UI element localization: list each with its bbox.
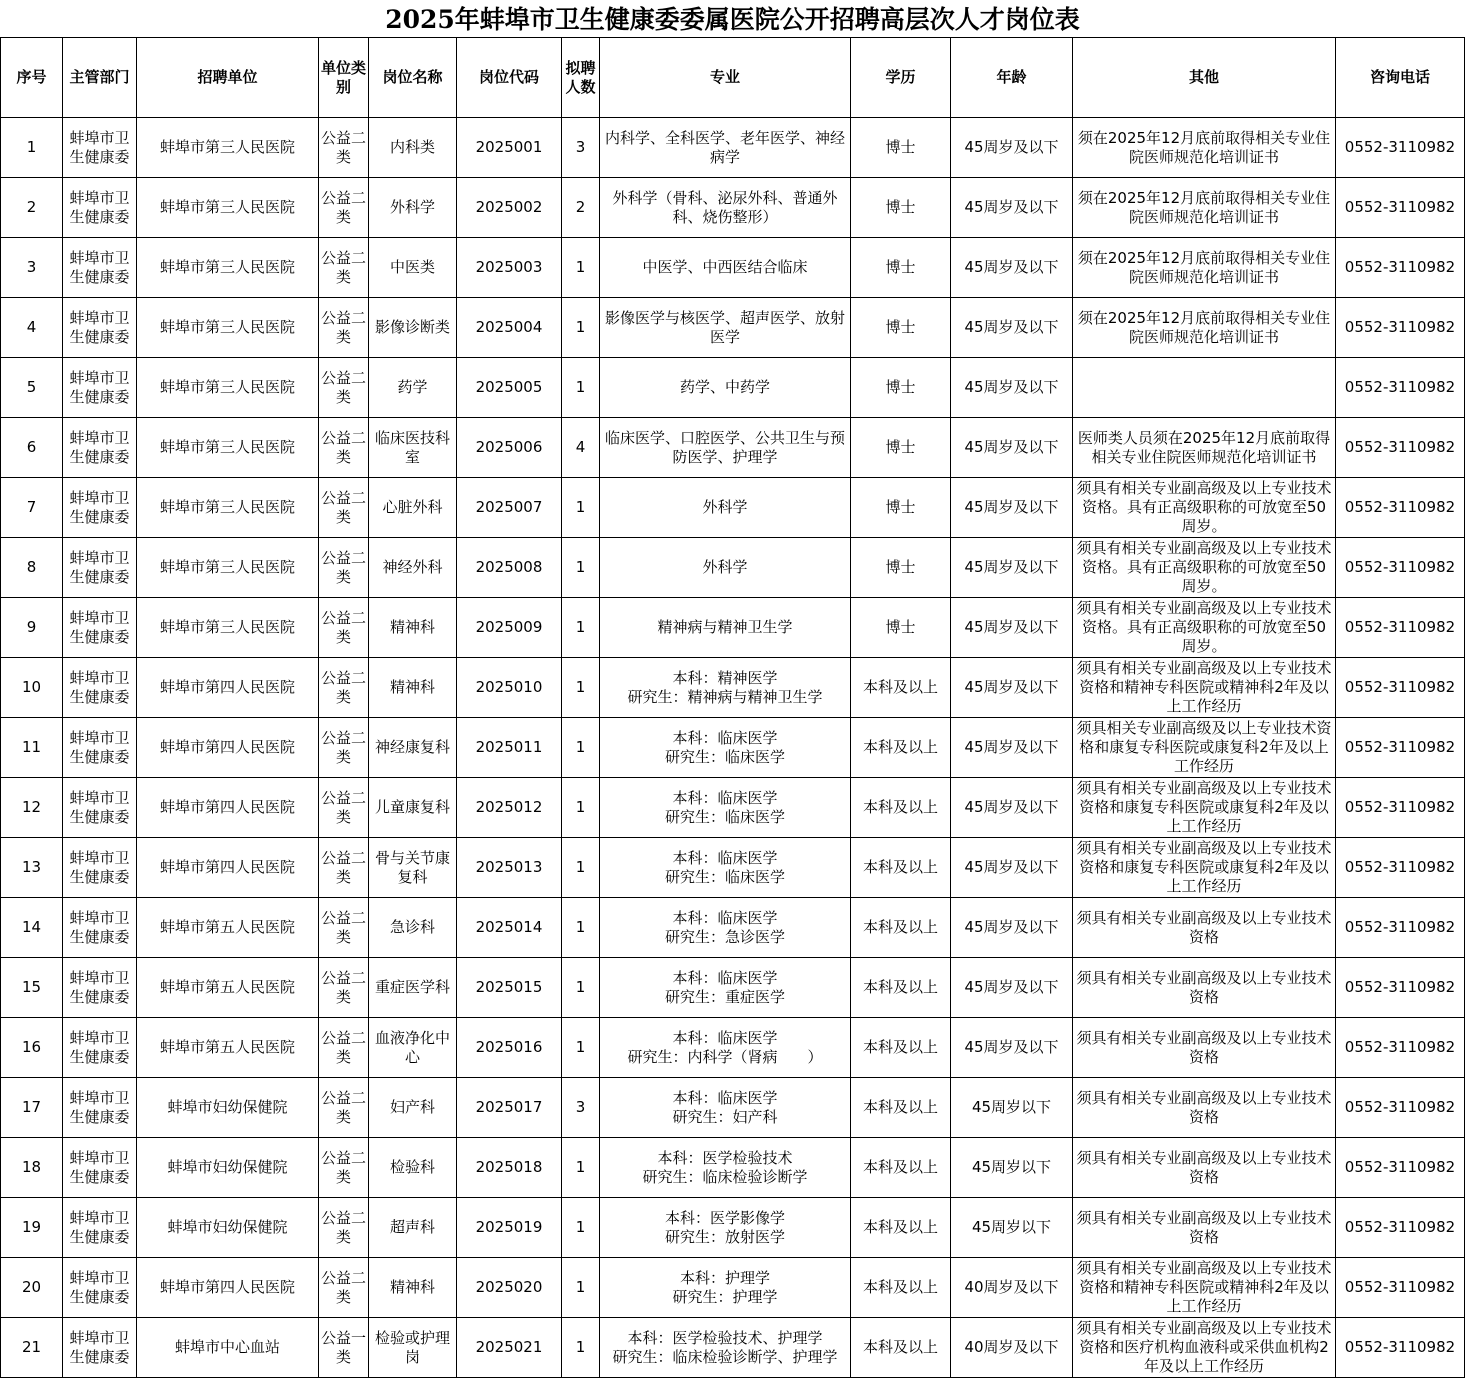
cell-position-name: 检验科 (369, 1138, 457, 1198)
cell-other-requirements: 须具有相关专业副高级及以上专业技术资格。具有正高级职称的可放宽至50周岁。 (1073, 478, 1336, 538)
cell-education: 博士 (851, 478, 951, 538)
cell-hiring-unit: 蚌埠市第三人民医院 (137, 298, 319, 358)
cell-major: 外科学 (600, 478, 851, 538)
cell-education: 博士 (851, 118, 951, 178)
cell-position-code: 2025008 (457, 538, 562, 598)
cell-supervising-dept: 蚌埠市卫生健康委 (63, 298, 137, 358)
cell-hiring-unit: 蚌埠市第三人民医院 (137, 538, 319, 598)
cell-hiring-unit: 蚌埠市第五人民医院 (137, 898, 319, 958)
cell-age: 45周岁及以下 (951, 838, 1073, 898)
cell-major: 本科：精神医学 研究生：精神病与精神卫生学 (600, 658, 851, 718)
cell-major: 外科学 (600, 538, 851, 598)
cell-position-code: 2025009 (457, 598, 562, 658)
cell-hiring-unit: 蚌埠市第三人民医院 (137, 118, 319, 178)
cell-position-code: 2025014 (457, 898, 562, 958)
cell-age: 45周岁及以下 (951, 358, 1073, 418)
cell-position-name: 精神科 (369, 1258, 457, 1318)
cell-major: 本科：医学影像学 研究生：放射医学 (600, 1198, 851, 1258)
cell-contact-phone: 0552-3110982 (1336, 1138, 1465, 1198)
cell-contact-phone: 0552-3110982 (1336, 958, 1465, 1018)
cell-age: 40周岁及以下 (951, 1258, 1073, 1318)
cell-headcount: 1 (562, 1018, 600, 1078)
cell-unit-category: 公益二类 (319, 298, 369, 358)
cell-seq-no: 21 (1, 1318, 63, 1378)
cell-contact-phone: 0552-3110982 (1336, 358, 1465, 418)
cell-seq-no: 10 (1, 658, 63, 718)
cell-other-requirements: 须具有相关专业副高级及以上专业技术资格和医疗机构血液科或采供血机构2年及以上工作经历 (1073, 1318, 1336, 1378)
cell-position-name: 神经康复科 (369, 718, 457, 778)
cell-seq-no: 15 (1, 958, 63, 1018)
cell-supervising-dept: 蚌埠市卫生健康委 (63, 1138, 137, 1198)
cell-supervising-dept: 蚌埠市卫生健康委 (63, 1318, 137, 1378)
cell-major: 本科：临床医学 研究生：临床医学 (600, 718, 851, 778)
header-hiring-unit: 招聘单位 (137, 38, 319, 118)
cell-age: 45周岁以下 (951, 1078, 1073, 1138)
cell-supervising-dept: 蚌埠市卫生健康委 (63, 178, 137, 238)
cell-headcount: 1 (562, 718, 600, 778)
cell-headcount: 1 (562, 778, 600, 838)
cell-seq-no: 19 (1, 1198, 63, 1258)
cell-seq-no: 2 (1, 178, 63, 238)
cell-education: 本科及以上 (851, 1258, 951, 1318)
cell-education: 本科及以上 (851, 658, 951, 718)
header-position-code: 岗位代码 (457, 38, 562, 118)
cell-age: 45周岁及以下 (951, 418, 1073, 478)
cell-other-requirements (1073, 358, 1336, 418)
cell-seq-no: 3 (1, 238, 63, 298)
cell-education: 博士 (851, 418, 951, 478)
cell-age: 45周岁及以下 (951, 538, 1073, 598)
cell-contact-phone: 0552-3110982 (1336, 298, 1465, 358)
cell-contact-phone: 0552-3110982 (1336, 178, 1465, 238)
cell-headcount: 3 (562, 118, 600, 178)
cell-other-requirements: 须具有相关专业副高级及以上专业技术资格和精神专科医院或精神科2年及以上工作经历 (1073, 1258, 1336, 1318)
cell-age: 45周岁及以下 (951, 958, 1073, 1018)
cell-age: 45周岁以下 (951, 1198, 1073, 1258)
cell-headcount: 1 (562, 898, 600, 958)
cell-position-name: 血液净化中心 (369, 1018, 457, 1078)
cell-other-requirements: 须具有相关专业副高级及以上专业技术资格和精神专科医院或精神科2年及以上工作经历 (1073, 658, 1336, 718)
table-row (1, 418, 1465, 478)
cell-other-requirements: 须具有相关专业副高级及以上专业技术资格 (1073, 1198, 1336, 1258)
cell-seq-no: 16 (1, 1018, 63, 1078)
cell-position-code: 2025012 (457, 778, 562, 838)
cell-contact-phone: 0552-3110982 (1336, 418, 1465, 478)
cell-position-name: 心脏外科 (369, 478, 457, 538)
cell-position-name: 中医类 (369, 238, 457, 298)
cell-major: 本科：临床医学 研究生：临床医学 (600, 838, 851, 898)
cell-position-code: 2025018 (457, 1138, 562, 1198)
cell-age: 45周岁及以下 (951, 298, 1073, 358)
cell-contact-phone: 0552-3110982 (1336, 238, 1465, 298)
cell-supervising-dept: 蚌埠市卫生健康委 (63, 358, 137, 418)
cell-seq-no: 13 (1, 838, 63, 898)
cell-other-requirements: 须在2025年12月底前取得相关专业住院医师规范化培训证书 (1073, 238, 1336, 298)
cell-seq-no: 1 (1, 118, 63, 178)
cell-major: 中医学、中西医结合临床 (600, 238, 851, 298)
cell-age: 40周岁及以下 (951, 1318, 1073, 1378)
table-row (1, 1078, 1465, 1138)
cell-major: 本科：临床医学 研究生：内科学（肾病 ） (600, 1018, 851, 1078)
cell-headcount: 1 (562, 238, 600, 298)
cell-age: 45周岁以下 (951, 1138, 1073, 1198)
cell-supervising-dept: 蚌埠市卫生健康委 (63, 838, 137, 898)
cell-age: 45周岁及以下 (951, 658, 1073, 718)
cell-age: 45周岁及以下 (951, 178, 1073, 238)
table-row (1, 898, 1465, 958)
cell-other-requirements: 须具有相关专业副高级及以上专业技术资格。具有正高级职称的可放宽至50周岁。 (1073, 598, 1336, 658)
cell-position-code: 2025005 (457, 358, 562, 418)
cell-position-name: 神经外科 (369, 538, 457, 598)
cell-hiring-unit: 蚌埠市第四人民医院 (137, 658, 319, 718)
cell-seq-no: 20 (1, 1258, 63, 1318)
cell-position-name: 骨与关节康复科 (369, 838, 457, 898)
cell-hiring-unit: 蚌埠市第三人民医院 (137, 238, 319, 298)
cell-supervising-dept: 蚌埠市卫生健康委 (63, 658, 137, 718)
cell-position-name: 超声科 (369, 1198, 457, 1258)
cell-position-name: 急诊科 (369, 898, 457, 958)
cell-headcount: 1 (562, 1258, 600, 1318)
cell-other-requirements: 须具有相关专业副高级及以上专业技术资格 (1073, 1138, 1336, 1198)
cell-supervising-dept: 蚌埠市卫生健康委 (63, 1078, 137, 1138)
cell-unit-category: 公益二类 (319, 538, 369, 598)
cell-major: 药学、中药学 (600, 358, 851, 418)
cell-position-code: 2025011 (457, 718, 562, 778)
cell-seq-no: 5 (1, 358, 63, 418)
cell-age: 45周岁及以下 (951, 238, 1073, 298)
cell-supervising-dept: 蚌埠市卫生健康委 (63, 778, 137, 838)
table-row (1, 298, 1465, 358)
cell-seq-no: 9 (1, 598, 63, 658)
cell-age: 45周岁及以下 (951, 118, 1073, 178)
cell-seq-no: 18 (1, 1138, 63, 1198)
header-position-name: 岗位名称 (369, 38, 457, 118)
cell-hiring-unit: 蚌埠市第五人民医院 (137, 958, 319, 1018)
header-major: 专业 (600, 38, 851, 118)
cell-age: 45周岁及以下 (951, 478, 1073, 538)
cell-major: 本科：临床医学 研究生：妇产科 (600, 1078, 851, 1138)
cell-major: 内科学、全科医学、老年医学、神经病学 (600, 118, 851, 178)
table-row (1, 538, 1465, 598)
cell-position-code: 2025020 (457, 1258, 562, 1318)
header-row (1, 38, 1465, 118)
table-body (1, 118, 1465, 1378)
cell-education: 博士 (851, 598, 951, 658)
header-age: 年龄 (951, 38, 1073, 118)
cell-hiring-unit: 蚌埠市中心血站 (137, 1318, 319, 1378)
cell-education: 博士 (851, 178, 951, 238)
cell-headcount: 2 (562, 178, 600, 238)
cell-major: 本科：医学检验技术 研究生：临床检验诊断学 (600, 1138, 851, 1198)
cell-supervising-dept: 蚌埠市卫生健康委 (63, 1018, 137, 1078)
cell-seq-no: 8 (1, 538, 63, 598)
cell-seq-no: 7 (1, 478, 63, 538)
cell-position-code: 2025010 (457, 658, 562, 718)
cell-supervising-dept: 蚌埠市卫生健康委 (63, 238, 137, 298)
cell-unit-category: 公益二类 (319, 118, 369, 178)
cell-headcount: 1 (562, 538, 600, 598)
cell-position-name: 内科类 (369, 118, 457, 178)
cell-unit-category: 公益二类 (319, 238, 369, 298)
cell-supervising-dept: 蚌埠市卫生健康委 (63, 718, 137, 778)
cell-contact-phone: 0552-3110982 (1336, 478, 1465, 538)
cell-contact-phone: 0552-3110982 (1336, 538, 1465, 598)
cell-supervising-dept: 蚌埠市卫生健康委 (63, 538, 137, 598)
cell-major: 本科：临床医学 研究生：临床医学 (600, 778, 851, 838)
cell-major: 精神病与精神卫生学 (600, 598, 851, 658)
cell-education: 本科及以上 (851, 778, 951, 838)
cell-education: 本科及以上 (851, 1198, 951, 1258)
cell-age: 45周岁及以下 (951, 718, 1073, 778)
cell-position-code: 2025016 (457, 1018, 562, 1078)
cell-headcount: 1 (562, 1138, 600, 1198)
cell-position-code: 2025015 (457, 958, 562, 1018)
cell-major: 本科：临床医学 研究生：急诊医学 (600, 898, 851, 958)
cell-other-requirements: 须具有相关专业副高级及以上专业技术资格 (1073, 958, 1336, 1018)
cell-contact-phone: 0552-3110982 (1336, 838, 1465, 898)
table-row (1, 658, 1465, 718)
cell-headcount: 4 (562, 418, 600, 478)
header-other-requirements: 其他 (1073, 38, 1336, 118)
cell-unit-category: 公益二类 (319, 178, 369, 238)
cell-hiring-unit: 蚌埠市第四人民医院 (137, 718, 319, 778)
cell-major: 本科：护理学 研究生：护理学 (600, 1258, 851, 1318)
cell-position-name: 精神科 (369, 598, 457, 658)
table-row (1, 1318, 1465, 1378)
table-row (1, 1258, 1465, 1318)
cell-unit-category: 公益二类 (319, 1198, 369, 1258)
cell-supervising-dept: 蚌埠市卫生健康委 (63, 118, 137, 178)
cell-other-requirements: 须具相关专业副高级及以上专业技术资格和康复专科医院或康复科2年及以上工作经历 (1073, 718, 1336, 778)
cell-age: 45周岁及以下 (951, 1018, 1073, 1078)
cell-unit-category: 公益二类 (319, 718, 369, 778)
cell-other-requirements: 须具有相关专业副高级及以上专业技术资格。具有正高级职称的可放宽至50周岁。 (1073, 538, 1336, 598)
cell-major: 临床医学、口腔医学、公共卫生与预防医学、护理学 (600, 418, 851, 478)
table-row (1, 1018, 1465, 1078)
cell-hiring-unit: 蚌埠市第三人民医院 (137, 418, 319, 478)
cell-hiring-unit: 蚌埠市第四人民医院 (137, 1258, 319, 1318)
cell-other-requirements: 医师类人员须在2025年12月底前取得相关专业住院医师规范化培训证书 (1073, 418, 1336, 478)
cell-education: 本科及以上 (851, 1138, 951, 1198)
cell-education: 本科及以上 (851, 898, 951, 958)
cell-position-name: 儿童康复科 (369, 778, 457, 838)
cell-seq-no: 4 (1, 298, 63, 358)
cell-position-name: 临床医技科室 (369, 418, 457, 478)
cell-position-code: 2025002 (457, 178, 562, 238)
cell-hiring-unit: 蚌埠市第五人民医院 (137, 1018, 319, 1078)
cell-hiring-unit: 蚌埠市第四人民医院 (137, 778, 319, 838)
cell-position-code: 2025003 (457, 238, 562, 298)
header-supervising-dept: 主管部门 (63, 38, 137, 118)
cell-major: 影像医学与核医学、超声医学、放射医学 (600, 298, 851, 358)
cell-education: 本科及以上 (851, 1318, 951, 1378)
cell-hiring-unit: 蚌埠市第四人民医院 (137, 838, 319, 898)
cell-education: 博士 (851, 538, 951, 598)
cell-hiring-unit: 蚌埠市妇幼保健院 (137, 1198, 319, 1258)
cell-unit-category: 公益二类 (319, 1258, 369, 1318)
cell-position-name: 药学 (369, 358, 457, 418)
header-seq-no: 序号 (1, 38, 63, 118)
cell-position-name: 影像诊断类 (369, 298, 457, 358)
cell-seq-no: 17 (1, 1078, 63, 1138)
cell-contact-phone: 0552-3110982 (1336, 1198, 1465, 1258)
cell-supervising-dept: 蚌埠市卫生健康委 (63, 478, 137, 538)
table-row (1, 478, 1465, 538)
cell-unit-category: 公益二类 (319, 478, 369, 538)
cell-contact-phone: 0552-3110982 (1336, 1078, 1465, 1138)
cell-headcount: 1 (562, 598, 600, 658)
cell-education: 本科及以上 (851, 1078, 951, 1138)
table-row (1, 718, 1465, 778)
cell-contact-phone: 0552-3110982 (1336, 1018, 1465, 1078)
cell-unit-category: 公益二类 (319, 778, 369, 838)
cell-hiring-unit: 蚌埠市第三人民医院 (137, 178, 319, 238)
cell-education: 博士 (851, 298, 951, 358)
recruitment-table (0, 37, 1465, 1378)
cell-headcount: 1 (562, 478, 600, 538)
cell-headcount: 3 (562, 1078, 600, 1138)
cell-contact-phone: 0552-3110982 (1336, 1258, 1465, 1318)
cell-position-code: 2025006 (457, 418, 562, 478)
header-education: 学历 (851, 38, 951, 118)
cell-position-code: 2025017 (457, 1078, 562, 1138)
cell-other-requirements: 须在2025年12月底前取得相关专业住院医师规范化培训证书 (1073, 298, 1336, 358)
cell-headcount: 1 (562, 658, 600, 718)
cell-hiring-unit: 蚌埠市第三人民医院 (137, 478, 319, 538)
cell-headcount: 1 (562, 1318, 600, 1378)
cell-headcount: 1 (562, 298, 600, 358)
cell-contact-phone: 0552-3110982 (1336, 778, 1465, 838)
cell-education: 本科及以上 (851, 838, 951, 898)
cell-unit-category: 公益一类 (319, 1318, 369, 1378)
cell-education: 博士 (851, 238, 951, 298)
cell-position-code: 2025001 (457, 118, 562, 178)
table-row (1, 178, 1465, 238)
header-headcount: 拟聘人数 (562, 38, 600, 118)
cell-hiring-unit: 蚌埠市第三人民医院 (137, 358, 319, 418)
cell-contact-phone: 0552-3110982 (1336, 1318, 1465, 1378)
cell-major: 外科学（骨科、泌尿外科、普通外科、烧伤整形） (600, 178, 851, 238)
table-row (1, 1138, 1465, 1198)
table-row (1, 118, 1465, 178)
cell-major: 本科：医学检验技术、护理学 研究生：临床检验诊断学、护理学 (600, 1318, 851, 1378)
cell-headcount: 1 (562, 958, 600, 1018)
cell-contact-phone: 0552-3110982 (1336, 118, 1465, 178)
cell-age: 45周岁及以下 (951, 898, 1073, 958)
cell-other-requirements: 须在2025年12月底前取得相关专业住院医师规范化培训证书 (1073, 178, 1336, 238)
cell-unit-category: 公益二类 (319, 1018, 369, 1078)
cell-contact-phone: 0552-3110982 (1336, 718, 1465, 778)
table-row (1, 1198, 1465, 1258)
cell-supervising-dept: 蚌埠市卫生健康委 (63, 598, 137, 658)
cell-unit-category: 公益二类 (319, 958, 369, 1018)
cell-unit-category: 公益二类 (319, 838, 369, 898)
cell-other-requirements: 须具有相关专业副高级及以上专业技术资格和康复专科医院或康复科2年及以上工作经历 (1073, 838, 1336, 898)
table-row (1, 598, 1465, 658)
table-row (1, 958, 1465, 1018)
cell-contact-phone: 0552-3110982 (1336, 898, 1465, 958)
header-contact-phone: 咨询电话 (1336, 38, 1465, 118)
cell-other-requirements: 须在2025年12月底前取得相关专业住院医师规范化培训证书 (1073, 118, 1336, 178)
cell-supervising-dept: 蚌埠市卫生健康委 (63, 898, 137, 958)
cell-unit-category: 公益二类 (319, 358, 369, 418)
cell-position-name: 精神科 (369, 658, 457, 718)
cell-supervising-dept: 蚌埠市卫生健康委 (63, 1198, 137, 1258)
cell-position-name: 检验或护理岗 (369, 1318, 457, 1378)
cell-position-name: 重症医学科 (369, 958, 457, 1018)
cell-seq-no: 12 (1, 778, 63, 838)
cell-seq-no: 6 (1, 418, 63, 478)
cell-position-code: 2025021 (457, 1318, 562, 1378)
table-row (1, 358, 1465, 418)
cell-unit-category: 公益二类 (319, 658, 369, 718)
header-unit-category: 单位类别 (319, 38, 369, 118)
cell-supervising-dept: 蚌埠市卫生健康委 (63, 1258, 137, 1318)
cell-supervising-dept: 蚌埠市卫生健康委 (63, 958, 137, 1018)
cell-age: 45周岁及以下 (951, 598, 1073, 658)
cell-unit-category: 公益二类 (319, 1138, 369, 1198)
page-title: 2025年蚌埠市卫生健康委委属医院公开招聘高层次人才岗位表 (385, 5, 1080, 34)
cell-major: 本科：临床医学 研究生：重症医学 (600, 958, 851, 1018)
cell-position-code: 2025019 (457, 1198, 562, 1258)
cell-education: 博士 (851, 358, 951, 418)
cell-other-requirements: 须具有相关专业副高级及以上专业技术资格 (1073, 898, 1336, 958)
cell-seq-no: 14 (1, 898, 63, 958)
cell-position-name: 妇产科 (369, 1078, 457, 1138)
cell-position-code: 2025013 (457, 838, 562, 898)
cell-unit-category: 公益二类 (319, 1078, 369, 1138)
cell-other-requirements: 须具有相关专业副高级及以上专业技术资格和康复专科医院或康复科2年及以上工作经历 (1073, 778, 1336, 838)
cell-contact-phone: 0552-3110982 (1336, 598, 1465, 658)
cell-headcount: 1 (562, 1198, 600, 1258)
cell-education: 本科及以上 (851, 718, 951, 778)
table-row (1, 778, 1465, 838)
cell-contact-phone: 0552-3110982 (1336, 658, 1465, 718)
cell-position-code: 2025007 (457, 478, 562, 538)
cell-position-name: 外科学 (369, 178, 457, 238)
cell-other-requirements: 须具有相关专业副高级及以上专业技术资格 (1073, 1018, 1336, 1078)
cell-hiring-unit: 蚌埠市第三人民医院 (137, 598, 319, 658)
cell-hiring-unit: 蚌埠市妇幼保健院 (137, 1078, 319, 1138)
cell-unit-category: 公益二类 (319, 898, 369, 958)
cell-unit-category: 公益二类 (319, 598, 369, 658)
cell-education: 本科及以上 (851, 1018, 951, 1078)
cell-seq-no: 11 (1, 718, 63, 778)
cell-headcount: 1 (562, 358, 600, 418)
cell-education: 本科及以上 (851, 958, 951, 1018)
table-row (1, 838, 1465, 898)
cell-hiring-unit: 蚌埠市妇幼保健院 (137, 1138, 319, 1198)
cell-other-requirements: 须具有相关专业副高级及以上专业技术资格 (1073, 1078, 1336, 1138)
cell-age: 45周岁及以下 (951, 778, 1073, 838)
cell-position-code: 2025004 (457, 298, 562, 358)
cell-headcount: 1 (562, 838, 600, 898)
cell-unit-category: 公益二类 (319, 418, 369, 478)
cell-supervising-dept: 蚌埠市卫生健康委 (63, 418, 137, 478)
table-row (1, 238, 1465, 298)
